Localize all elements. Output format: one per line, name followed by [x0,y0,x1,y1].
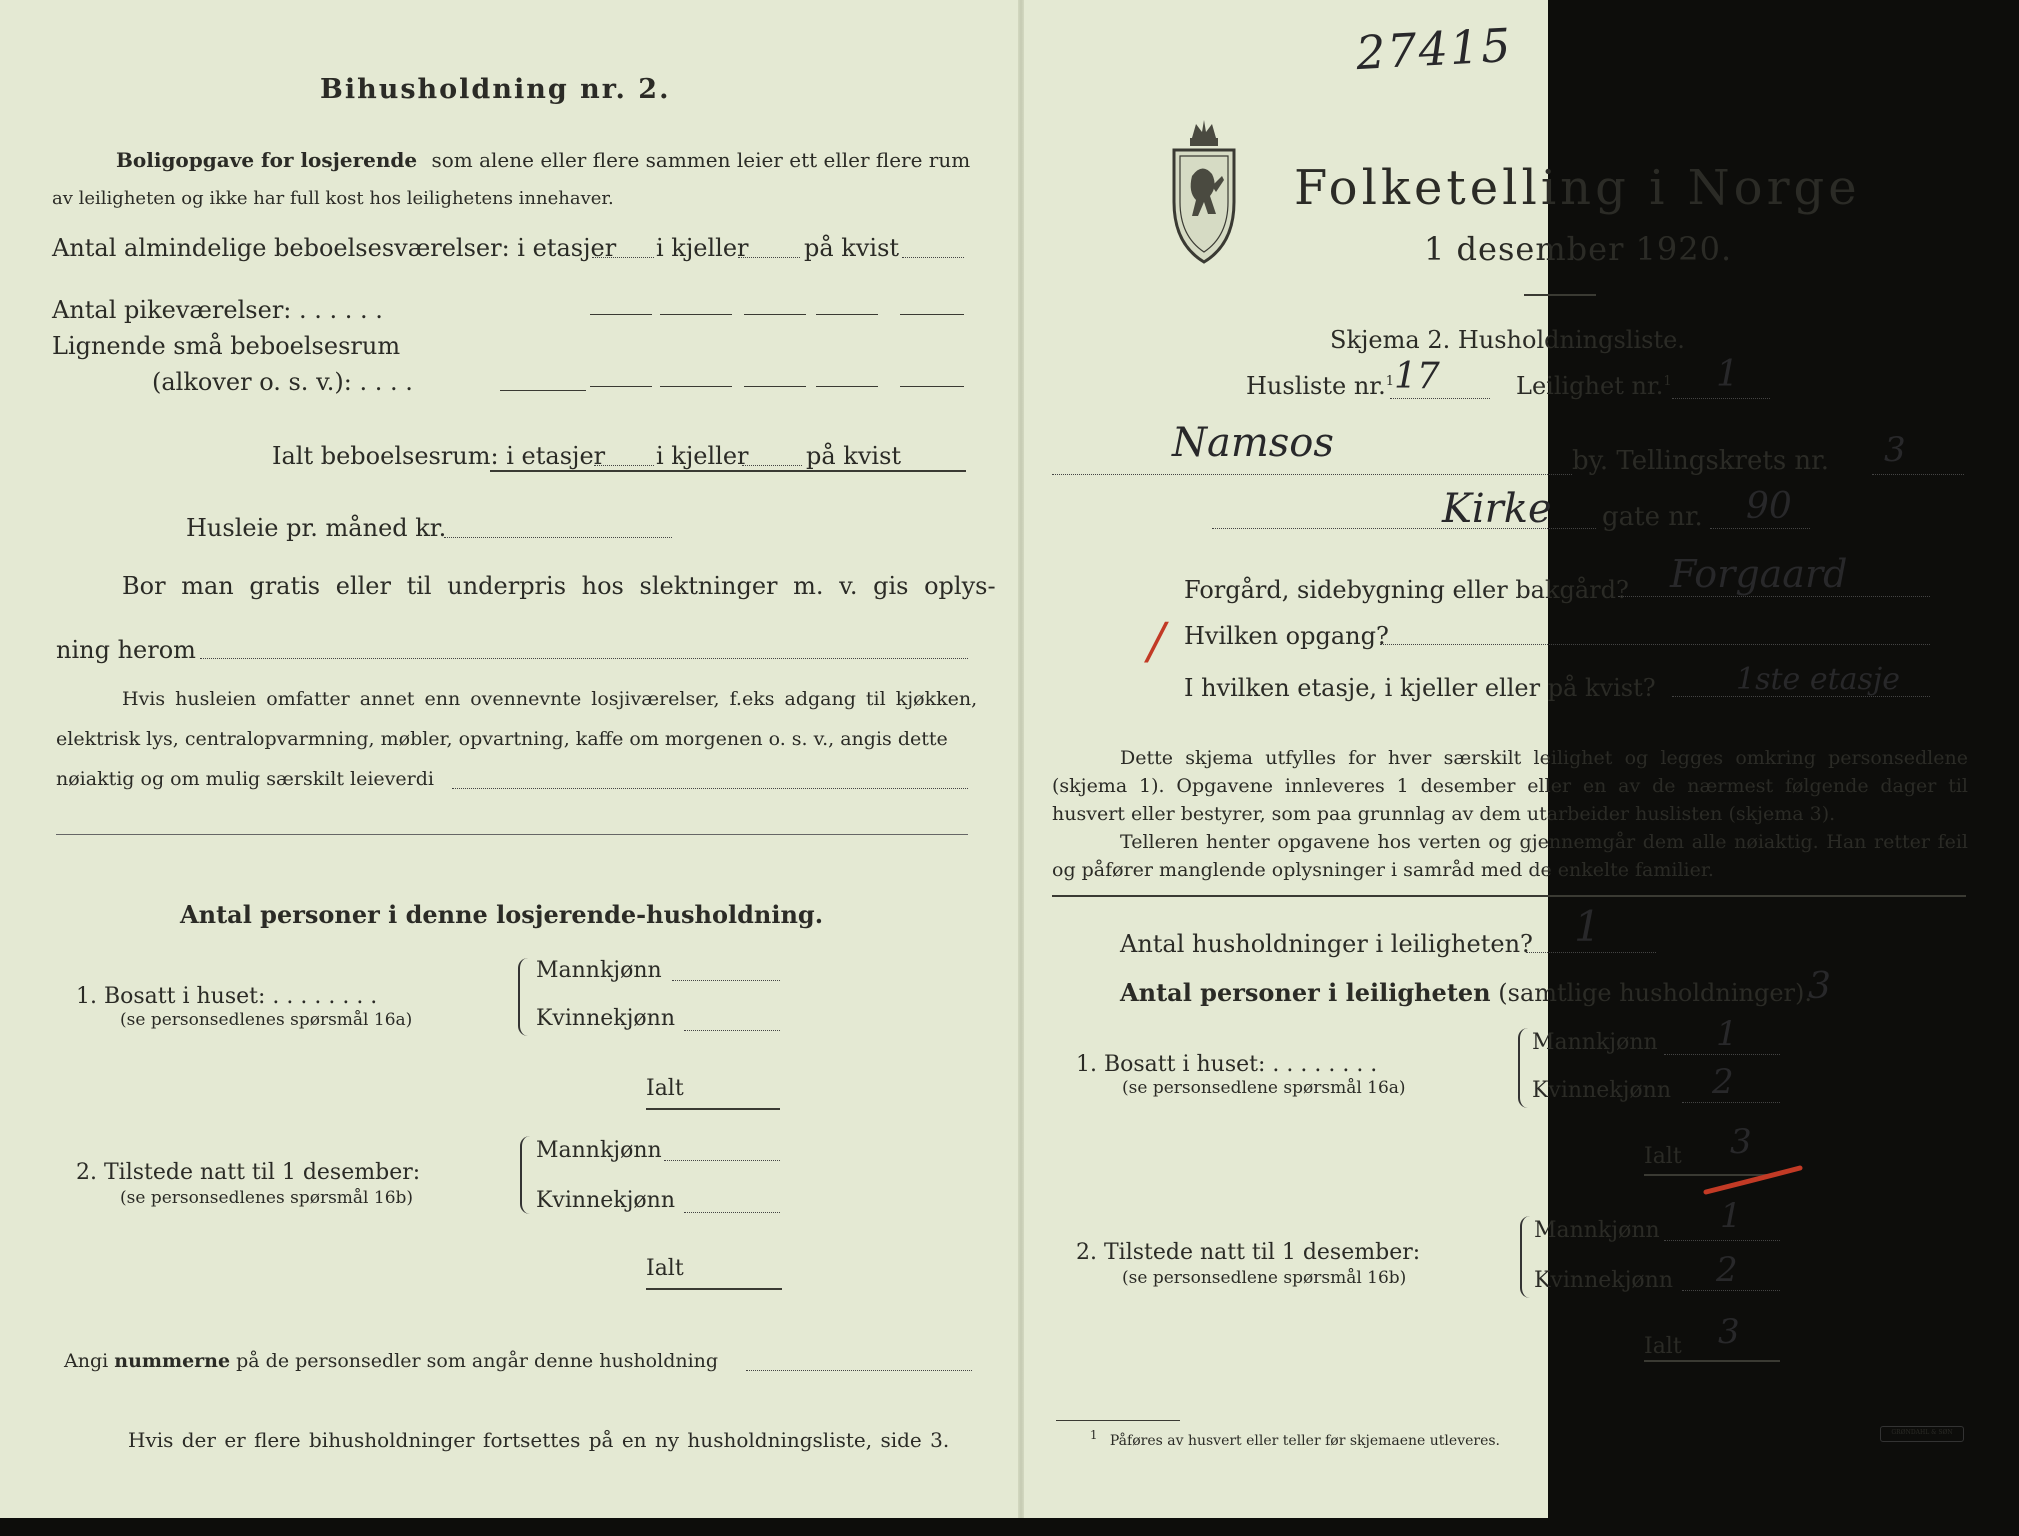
norway-coat-of-arms-icon [1168,116,1240,266]
angi-bold: nummerne [114,1350,231,1372]
right-tilstede-kvinne-field [1682,1290,1780,1291]
gate-value[interactable]: Kirke [1442,486,1552,532]
gate-label: gate nr. [1602,502,1703,532]
ialt-kjeller-field[interactable] [742,465,802,466]
left-tilstede-ialt-label: Ialt [646,1256,684,1281]
flere-line: Hvis der er flere bihusholdninger fortsettes på en ny husholdningsliste, side 3. [128,1428,950,1452]
left-intro-line2: av leiligheten og ikke har full kost hos leilighetens innehaver. [52,188,614,209]
right-tilstede-kvinne-label: Kvinnekjønn [1534,1268,1673,1293]
skjema-label: Skjema 2. Husholdningsliste. [1330,326,1685,354]
husholdninger-label: Antal husholdninger i leiligheten? [1120,930,1533,958]
left-tilstede-brace [520,1136,536,1214]
right-tilstede-kvinne-value[interactable]: 2 [1716,1250,1738,1290]
right-bosatt-mann-value[interactable]: 1 [1716,1014,1738,1054]
pike-kvist-field[interactable] [744,314,806,315]
right-tilstede-ialt-label: Ialt [1644,1334,1682,1359]
footnote-rule [1056,1420,1180,1421]
left-tilstede-sub: (se personsedlenes spørsmål 16b) [120,1188,414,1208]
angi-rest: på de personsedler som angår denne husholdning [236,1350,719,1372]
gate-nr-value[interactable]: 90 [1746,486,1792,527]
left-tilstede-mann-label: Mannkjønn [536,1138,662,1163]
right-bosatt-mann-field [1664,1054,1780,1055]
opgang-label: Hvilken opgang? [1184,622,1389,650]
husliste-label-text: Husliste nr. [1246,372,1386,400]
right-bosatt-sub: (se personsedlene spørsmål 16a) [1122,1078,1406,1098]
personer-value[interactable]: 3 [1808,966,1831,1007]
right-title: Folketelling i Norge [1294,160,1861,216]
pike-label: Antal pikeværelser: . . . . . . [52,296,383,324]
title-divider [1524,294,1596,296]
leilighet-field [1672,398,1770,399]
left-bosatt-mann-label: Mannkjønn [536,958,662,983]
lignende-label: Lignende små beboelsesrum [52,332,401,360]
forgard-label: Forgård, sidebygning eller bakgård? [1184,576,1629,604]
alkover-field-2[interactable] [590,386,652,387]
angi-line [64,1350,718,1372]
pike-kvist-field-2[interactable] [816,314,878,315]
gate-field [1212,528,1596,529]
husliste-footnote-ref: 1 [1385,374,1395,389]
antal-heading: Antal personer i denne losjerende-husholdning. [180,900,824,929]
right-tilstede-mann-label: Mannkjønn [1534,1218,1660,1243]
forgard-field [1618,596,1930,597]
pike-etasjer-field[interactable] [590,314,652,315]
ialt-rooms-label: Ialt beboelsesrum: i etasjer [272,442,606,470]
gate-nr-field [1710,528,1810,529]
left-bosatt-ialt-label: Ialt [646,1076,684,1101]
info-paragraph [1052,744,1968,884]
left-tilstede-kvinne-label: Kvinnekjønn [536,1188,675,1213]
leilighet-label [1516,372,1672,400]
left-bosatt-mann-field[interactable] [672,980,780,981]
rooms-etasjer-field[interactable] [592,257,654,258]
rooms-kjeller-field[interactable] [738,257,800,258]
right-bosatt-kvinne-value[interactable]: 2 [1712,1062,1734,1102]
by-value[interactable]: Namsos [1172,420,1334,466]
leilighet-footnote-ref: 1 [1663,374,1672,389]
left-title: Bihusholdning nr. 2. [320,74,671,105]
right-tilstede-sub: (se personsedlene spørsmål 16b) [1122,1268,1407,1288]
angi-field[interactable] [746,1370,972,1371]
right-bosatt-mann-label: Mannkjønn [1532,1030,1658,1055]
hvis-line3: nøiaktig og om mulig særskilt leieverdi [56,768,434,790]
archive-number: 27415 [1354,17,1514,81]
pike-kjeller-field[interactable] [660,314,732,315]
leilighet-label-text: Leilighet nr. [1516,372,1664,400]
footnote-num: 1 [1090,1428,1098,1442]
personer-rest: (samtlige husholdninger). [1498,979,1813,1007]
alkover-label: (alkover o. s. v.): . . . . [152,368,413,396]
personer-line [1120,978,1812,1007]
hvis-field[interactable] [452,788,968,789]
hvis-line1: Hvis husleien omfatter annet enn ovennevnte losjiværelser, f.eks adgang til kjøkken, [122,688,978,710]
footnote [1090,1428,1500,1449]
husholdninger-field [1526,952,1656,953]
by-label: by. Tellingskrets nr. [1572,446,1830,476]
left-bosatt-kvinne-label: Kvinnekjønn [536,1006,675,1031]
personer-bold: Antal personer i leiligheten [1120,978,1491,1007]
pike-extra-field[interactable] [900,314,964,315]
bor-line2: ning herom [56,636,196,664]
info-paragraph-1: Dette skjema utfylles for hver særskilt leilighet og legges omkring personsedlene (skjema 1). Opgavene innleveres 1 desember eller en av de nærmest følgende dager til husvert eller bestyrer, som paa grunnlag av dem utarbeider huslisten (skjema 3). [1052,747,1968,825]
ialt-kvist-label: på kvist [806,442,902,470]
husleie-field[interactable] [444,537,672,538]
right-bosatt-kvinne-field [1682,1102,1780,1103]
bor-line1: Bor man gratis eller til underpris hos slektninger m. v. gis oplys- [122,572,996,600]
opgang-red-mark: / [1148,612,1165,670]
alkover-field-6[interactable] [900,386,964,387]
info-paragraph-2: Telleren henter opgavene hos verten og gjennemgår dem alle nøiaktig. Han retter feil og påfører manglende oplysninger i samråd med de enkelte familier. [1052,831,1968,881]
left-intro-line1 [116,148,970,172]
husliste-field [1390,398,1490,399]
red-check-mark-icon [1704,1160,1804,1200]
right-bosatt-ialt-label: Ialt [1644,1144,1682,1169]
footnote-text: Påføres av husvert eller teller før skjemaene utleveres. [1109,1432,1501,1449]
right-bosatt-label: 1. Bosatt i huset: . . . . . . . . [1076,1052,1378,1077]
hvis-line2: elektrisk lys, centralopvarmning, møbler, opvartning, kaffe om morgenen o. s. v., angis dette [56,728,948,750]
krets-field [1872,474,1964,475]
right-tilstede-label: 2. Tilstede natt til 1 desember: [1076,1240,1421,1265]
left-bosatt-ialt-field[interactable] [646,1108,780,1110]
husholdninger-value[interactable]: 1 [1574,902,1601,951]
alkover-field-4[interactable] [744,386,806,387]
rooms-label: Antal almindelige beboelsesværelser: i etasjer [52,234,617,262]
rooms-kvist-label: på kvist [804,234,900,262]
alkover-field-5[interactable] [816,386,878,387]
husleie-label: Husleie pr. måned kr. [186,514,447,542]
right-tilstede-mann-value[interactable]: 1 [1720,1196,1742,1236]
ialt-underline [490,470,966,472]
right-tilstede-ialt-field [1644,1360,1780,1362]
right-tilstede-ialt-value[interactable]: 3 [1718,1312,1740,1352]
right-date: 1 desember 1920. [1424,230,1733,268]
right-bosatt-ialt-value[interactable]: 3 [1730,1122,1752,1162]
etasje-value[interactable]: 1ste etasje [1736,662,1900,697]
left-bosatt-sub: (se personsedlenes spørsmål 16a) [120,1010,413,1030]
alkover-field-1[interactable] [500,390,586,391]
forgard-value[interactable]: Forgaard [1670,552,1848,596]
by-field [1052,474,1572,475]
hvis-field-2[interactable] [56,834,968,835]
etasje-field [1672,696,1930,697]
husliste-label [1246,372,1394,400]
left-tilstede-kvinne-field[interactable] [684,1212,780,1213]
left-bosatt-kvinne-field[interactable] [684,1030,780,1031]
page-fold [1018,0,1024,1518]
alkover-field-3[interactable] [660,386,732,387]
left-intro-bold: Boligopgave for losjerende [116,148,418,172]
right-bosatt-kvinne-label: Kvinnekjønn [1532,1078,1671,1103]
leilighet-value[interactable]: 1 [1716,354,1739,395]
left-tilstede-mann-field[interactable] [664,1160,780,1161]
info-divider [1052,895,1966,897]
ialt-kjeller-label: i kjeller [656,442,749,470]
krets-value[interactable]: 3 [1884,430,1906,470]
rooms-kvist-field[interactable] [902,257,964,258]
left-bosatt-brace [518,958,534,1036]
opgang-field[interactable] [1380,644,1930,645]
etasje-label: I hvilken etasje, i kjeller eller på kvist? [1184,674,1656,702]
angi-pre: Angi [64,1350,109,1372]
ialt-etasjer-field[interactable] [594,465,654,466]
left-intro-rest: som alene eller flere sammen leier ett eller flere rum [431,148,971,172]
printer-mark: GRØNDAHL & SØN [1880,1426,1964,1442]
left-bosatt-label: 1. Bosatt i huset: . . . . . . . . [76,984,378,1009]
bor-field[interactable] [200,658,968,659]
right-tilstede-mann-field [1664,1240,1780,1241]
rooms-kjeller-label: i kjeller [656,234,749,262]
left-tilstede-ialt-field[interactable] [646,1288,782,1290]
left-tilstede-label: 2. Tilstede natt til 1 desember: [76,1160,421,1185]
husliste-value[interactable]: 17 [1394,356,1440,397]
